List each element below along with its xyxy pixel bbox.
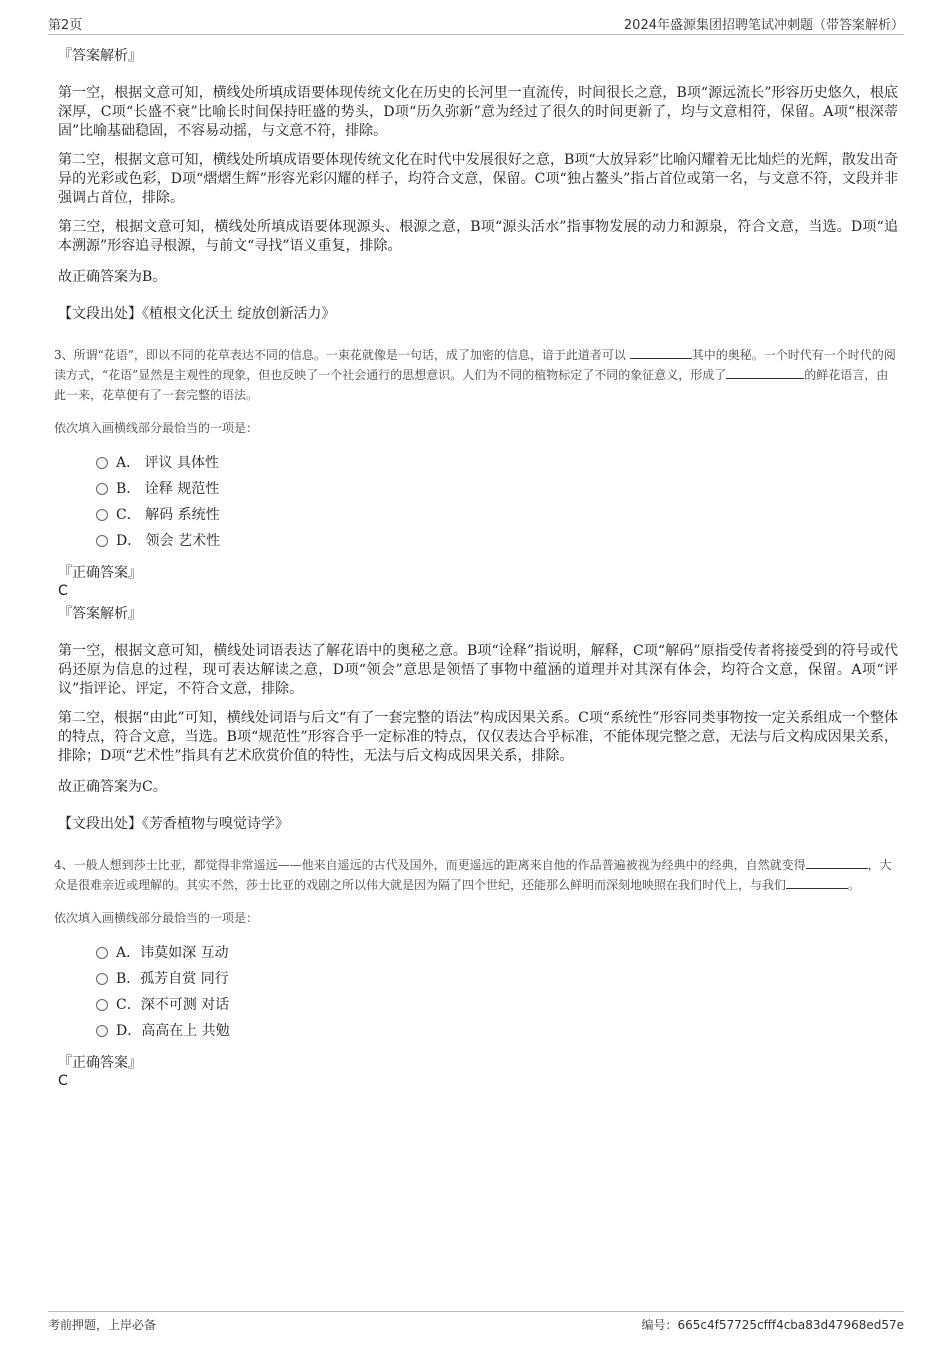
question-4-prompt: 依次填入画横线部分最恰当的一项是： [54,911,259,925]
blank [806,868,868,869]
correct-answer-label: 『正确答案』 [58,1055,142,1071]
option-b[interactable]: B． 诠释 规范性 [96,478,898,504]
radio-icon[interactable] [96,973,108,985]
option-d[interactable]: D．高高在上 共勉 [96,1020,898,1046]
analysis-paragraph: 第二空，根据“由此”可知，横线处词语与后文“有了一套完整的语法”构成因果关系。C项“系统性”形容同类事物按一定关系组成一个整体的特点，符合文意，当选。B项“规范性”形容合乎一定标准的特点，仅仅表达合乎标准，不能体现完整之意，无法与后文构成因果关系，排除；D项“艺术性”指具有艺术欣赏价值的特性，无法与后文构成因果关系，排除。 [58,710,898,764]
option-c[interactable]: C．深不可测 对话 [96,994,898,1020]
correct-answer-label: 『正确答案』 [58,565,142,581]
conclusion: 故正确答案为B。 [58,269,167,285]
correct-answer: C [58,583,68,599]
option-b[interactable]: B．孤芳自赏 同行 [96,968,898,994]
analysis-label: 『答案解析』 [58,48,142,64]
option-d[interactable]: D． 领会 艺术性 [96,530,898,556]
option-a[interactable]: A．讳莫如深 互动 [96,942,898,968]
radio-icon[interactable] [96,509,108,521]
footer-slogan: 考前押题，上岸必备 [48,1318,157,1332]
radio-icon[interactable] [96,1025,108,1037]
radio-icon[interactable] [96,947,108,959]
question-4-text: 4、一般人想到莎士比亚，都觉得非常遥远——他来自遥远的古代及国外，而更遥远的距离来自他的作品普遍被视为经典中的经典，自然就变得 ，大众是很难亲近或理解的。其实不然，莎士比亚的戏剧之所以伟大就是因为隔了四个世纪，还能那么鲜明而深刻地映照在我们时代上，与我们 。 [54,858,892,892]
analysis-label: 『答案解析』 [58,606,142,622]
option-c[interactable]: C． 解码 系统性 [96,504,898,530]
document-id: 编号：665c4f57725cfff4cba83d47968ed57e [641,1318,904,1332]
source-citation: 【文段出处】《芳香植物与嗅觉诗学》 [58,816,289,832]
radio-icon[interactable] [96,999,108,1011]
radio-icon[interactable] [96,535,108,547]
radio-icon[interactable] [96,483,108,495]
option-a[interactable]: A． 评议 具体性 [96,452,898,478]
question-3-prompt: 依次填入画横线部分最恰当的一项是： [54,421,259,435]
conclusion: 故正确答案为C。 [58,779,167,795]
document-title: 2024年盛源集团招聘笔试冲刺题（带答案解析） [623,18,904,33]
analysis-paragraph: 第一空，根据文意可知，横线处所填成语要体现传统文化在历史的长河里一直流传，时间很长之意，B项“源远流长”形容历史悠久，根底深厚，C项“长盛不衰”比喻长时间保持旺盛的势头，D项“历久弥新”意为经过了很久的时间更新了，均与文意相符，保留。A项“根深蒂固”比喻基础稳固，不容易动摇，与文意不符，排除。 [58,85,898,139]
blank [630,358,692,359]
page-footer [48,1311,904,1334]
question-3-text: 3、所谓“花语”，即以不同的花草表达不同的信息。一束花就像是一句话，成了加密的信息，谙于此道者可以 其中的奥秘。一个时代有一个时代的阅读方式，“花语”显然是主观性的现象，但也反映了一个社会通行的思想意识。人们为不同的植物标定了不同的象征意义，形成了 的鲜花语言，由此一来，花草便有了一套完整的语法。 [54,348,896,402]
blank [786,888,848,889]
analysis-paragraph: 第三空，根据文意可知，横线处所填成语要体现源头、根源之意，B项“源头活水”指事物发展的动力和源泉，符合文意，当选。D项“追本溯源”形容追寻根源，与前文“寻找”语义重复，排除。 [58,219,898,254]
analysis-paragraph: 第二空，根据文意可知，横线处所填成语要体现传统文化在时代中发展很好之意，B项“大放异彩”比喻闪耀着无比灿烂的光辉，散发出奇异的光彩或色彩，D项“熠熠生辉”形容光彩闪耀的样子，均符合文意，保留。C项“独占鳌头”指占首位或第一名，与文意不符，文段并非强调占首位，排除。 [58,152,898,206]
page-content [54,46,898,1094]
blank [726,378,804,379]
analysis-paragraph: 第一空，根据文意可知，横线处词语表达了解花语中的奥秘之意。B项“诠释”指说明，解释，C项“解码”原指受传者将接受到的符号或代码还原为信息的过程，现可表达解读之意，D项“领会”意思是领悟了事物中蕴涵的道理并对其深有体会，均符合文意，保留。A项“评议”指评论、评定，不符合文意，排除。 [58,643,898,697]
source-citation: 【文段出处】《植根文化沃土 绽放创新活力》 [58,306,336,322]
correct-answer: C [58,1073,68,1089]
page-number: 第2页 [48,18,83,33]
page-header [48,14,904,35]
radio-icon[interactable] [96,457,108,469]
